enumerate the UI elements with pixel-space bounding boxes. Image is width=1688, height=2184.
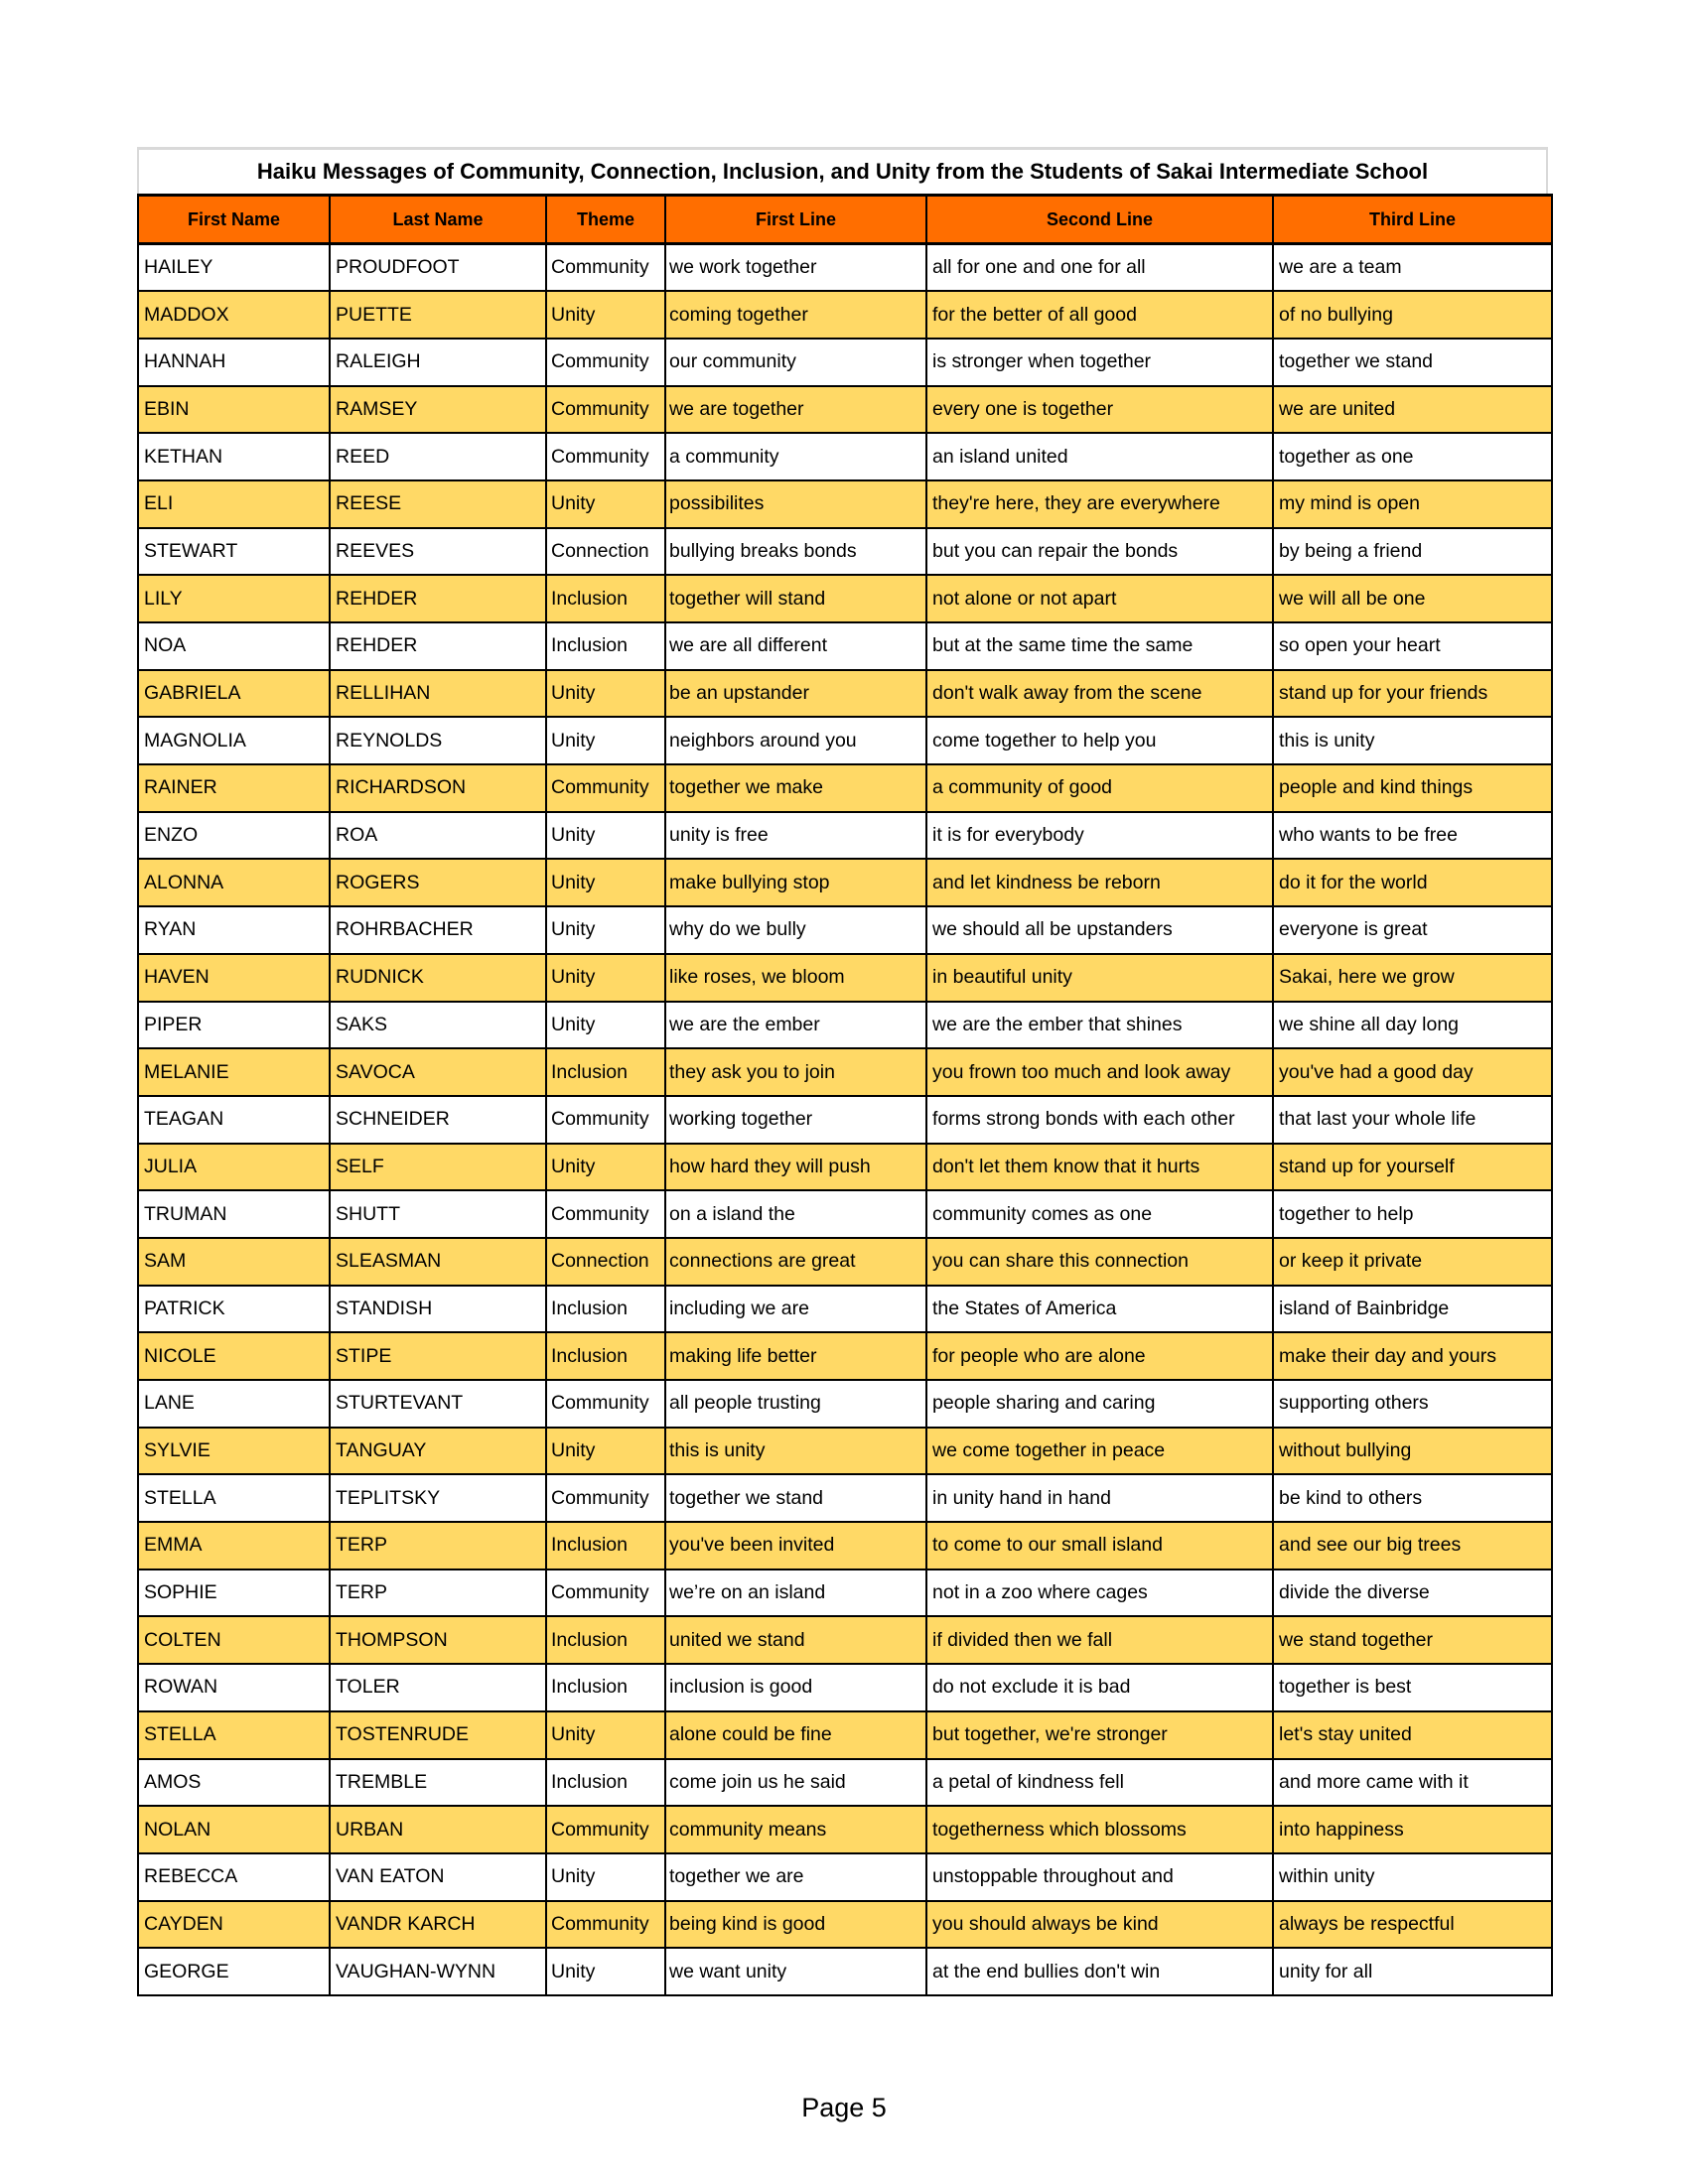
- second-line-cell: but together, we're stronger: [926, 1711, 1273, 1759]
- third-line-cell: within unity: [1273, 1853, 1552, 1901]
- third-line-cell: who wants to be free: [1273, 812, 1552, 860]
- first-name-cell: CAYDEN: [138, 1901, 330, 1949]
- last-name-cell: TOLER: [330, 1664, 546, 1711]
- first-line-cell: bullying breaks bonds: [665, 528, 926, 576]
- last-name-cell: STANDISH: [330, 1286, 546, 1333]
- first-name-cell: GABRIELA: [138, 670, 330, 718]
- first-name-cell: NOLAN: [138, 1806, 330, 1853]
- second-line-cell: is stronger when together: [926, 339, 1273, 386]
- first-line-cell: you've been invited: [665, 1522, 926, 1570]
- column-header-first-name: First Name: [138, 196, 330, 244]
- third-line-cell: together as one: [1273, 433, 1552, 480]
- column-header-last-name: Last Name: [330, 196, 546, 244]
- table-row: [138, 291, 1552, 339]
- last-name-cell: THOMPSON: [330, 1616, 546, 1664]
- table-body: [138, 244, 1552, 1995]
- first-name-cell: PIPER: [138, 1002, 330, 1049]
- table-row: [138, 1806, 1552, 1853]
- first-name-cell: MADDOX: [138, 291, 330, 339]
- first-name-cell: ELI: [138, 480, 330, 528]
- third-line-cell: we will all be one: [1273, 575, 1552, 622]
- first-line-cell: we’re on an island: [665, 1570, 926, 1617]
- first-line-cell: together we make: [665, 764, 926, 812]
- first-name-cell: STELLA: [138, 1711, 330, 1759]
- theme-cell: Unity: [546, 1711, 665, 1759]
- first-line-cell: we are the ember: [665, 1002, 926, 1049]
- theme-cell: Community: [546, 1380, 665, 1428]
- second-line-cell: do not exclude it is bad: [926, 1664, 1273, 1711]
- second-line-cell: come together to help you: [926, 717, 1273, 764]
- third-line-cell: make their day and yours: [1273, 1332, 1552, 1380]
- second-line-cell: an island united: [926, 433, 1273, 480]
- last-name-cell: ROGERS: [330, 859, 546, 906]
- table-row: [138, 717, 1552, 764]
- last-name-cell: REHDER: [330, 622, 546, 670]
- second-line-cell: a community of good: [926, 764, 1273, 812]
- table-row: [138, 954, 1552, 1002]
- third-line-cell: unity for all: [1273, 1948, 1552, 1995]
- first-name-cell: KETHAN: [138, 433, 330, 480]
- second-line-cell: in unity hand in hand: [926, 1474, 1273, 1522]
- first-line-cell: connections are great: [665, 1238, 926, 1286]
- last-name-cell: TERP: [330, 1570, 546, 1617]
- first-line-cell: our community: [665, 339, 926, 386]
- first-line-cell: come join us he said: [665, 1759, 926, 1807]
- third-line-cell: everyone is great: [1273, 906, 1552, 954]
- first-name-cell: REBECCA: [138, 1853, 330, 1901]
- header-row: [138, 196, 1552, 244]
- last-name-cell: VANDR KARCH: [330, 1901, 546, 1949]
- second-line-cell: and let kindness be reborn: [926, 859, 1273, 906]
- theme-cell: Inclusion: [546, 1048, 665, 1096]
- theme-cell: Community: [546, 433, 665, 480]
- third-line-cell: we shine all day long: [1273, 1002, 1552, 1049]
- theme-cell: Community: [546, 386, 665, 434]
- second-line-cell: people sharing and caring: [926, 1380, 1273, 1428]
- first-line-cell: on a island the: [665, 1190, 926, 1238]
- third-line-cell: stand up for your friends: [1273, 670, 1552, 718]
- theme-cell: Unity: [546, 1002, 665, 1049]
- last-name-cell: REESE: [330, 480, 546, 528]
- last-name-cell: PROUDFOOT: [330, 244, 546, 292]
- first-name-cell: HANNAH: [138, 339, 330, 386]
- second-line-cell: don't let them know that it hurts: [926, 1144, 1273, 1191]
- first-name-cell: RYAN: [138, 906, 330, 954]
- theme-cell: Community: [546, 244, 665, 292]
- theme-cell: Unity: [546, 717, 665, 764]
- table-row: [138, 622, 1552, 670]
- first-line-cell: coming together: [665, 291, 926, 339]
- first-line-cell: unity is free: [665, 812, 926, 860]
- first-name-cell: SOPHIE: [138, 1570, 330, 1617]
- first-name-cell: STELLA: [138, 1474, 330, 1522]
- last-name-cell: RELLIHAN: [330, 670, 546, 718]
- first-name-cell: TEAGAN: [138, 1096, 330, 1144]
- first-line-cell: being kind is good: [665, 1901, 926, 1949]
- theme-cell: Unity: [546, 859, 665, 906]
- first-name-cell: ROWAN: [138, 1664, 330, 1711]
- theme-cell: Connection: [546, 1238, 665, 1286]
- second-line-cell: not alone or not apart: [926, 575, 1273, 622]
- first-line-cell: like roses, we bloom: [665, 954, 926, 1002]
- column-header-first-line: First Line: [665, 196, 926, 244]
- third-line-cell: this is unity: [1273, 717, 1552, 764]
- second-line-cell: forms strong bonds with each other: [926, 1096, 1273, 1144]
- page-number: Page 5: [801, 2093, 887, 2122]
- second-line-cell: unstoppable throughout and: [926, 1853, 1273, 1901]
- table-row: [138, 1428, 1552, 1475]
- second-line-cell: the States of America: [926, 1286, 1273, 1333]
- second-line-cell: you should always be kind: [926, 1901, 1273, 1949]
- second-line-cell: you can share this connection: [926, 1238, 1273, 1286]
- second-line-cell: we come together in peace: [926, 1428, 1273, 1475]
- first-line-cell: all people trusting: [665, 1380, 926, 1428]
- theme-cell: Unity: [546, 906, 665, 954]
- first-name-cell: LANE: [138, 1380, 330, 1428]
- third-line-cell: of no bullying: [1273, 291, 1552, 339]
- theme-cell: Unity: [546, 480, 665, 528]
- third-line-cell: let's stay united: [1273, 1711, 1552, 1759]
- third-line-cell: my mind is open: [1273, 480, 1552, 528]
- first-line-cell: alone could be fine: [665, 1711, 926, 1759]
- table-row: [138, 1522, 1552, 1570]
- theme-cell: Unity: [546, 1144, 665, 1191]
- third-line-cell: we stand together: [1273, 1616, 1552, 1664]
- theme-cell: Community: [546, 1570, 665, 1617]
- theme-cell: Inclusion: [546, 622, 665, 670]
- second-line-cell: but you can repair the bonds: [926, 528, 1273, 576]
- third-line-cell: together is best: [1273, 1664, 1552, 1711]
- first-line-cell: inclusion is good: [665, 1664, 926, 1711]
- second-line-cell: it is for everybody: [926, 812, 1273, 860]
- first-line-cell: neighbors around you: [665, 717, 926, 764]
- last-name-cell: REEVES: [330, 528, 546, 576]
- table-row: [138, 1286, 1552, 1333]
- table-row: [138, 1664, 1552, 1711]
- table-row: [138, 1711, 1552, 1759]
- last-name-cell: SHUTT: [330, 1190, 546, 1238]
- third-line-cell: by being a friend: [1273, 528, 1552, 576]
- last-name-cell: VAUGHAN-WYNN: [330, 1948, 546, 1995]
- second-line-cell: we should all be upstanders: [926, 906, 1273, 954]
- third-line-cell: Sakai, here we grow: [1273, 954, 1552, 1002]
- table-row: [138, 528, 1552, 576]
- first-name-cell: HAILEY: [138, 244, 330, 292]
- first-name-cell: HAVEN: [138, 954, 330, 1002]
- second-line-cell: community comes as one: [926, 1190, 1273, 1238]
- table-row: [138, 1474, 1552, 1522]
- first-name-cell: JULIA: [138, 1144, 330, 1191]
- theme-cell: Inclusion: [546, 575, 665, 622]
- third-line-cell: or keep it private: [1273, 1238, 1552, 1286]
- first-name-cell: STEWART: [138, 528, 330, 576]
- second-line-cell: at the end bullies don't win: [926, 1948, 1273, 1995]
- theme-cell: Community: [546, 1901, 665, 1949]
- theme-cell: Unity: [546, 670, 665, 718]
- first-line-cell: united we stand: [665, 1616, 926, 1664]
- first-name-cell: SAM: [138, 1238, 330, 1286]
- table-title-box: [137, 147, 1548, 194]
- third-line-cell: together we stand: [1273, 339, 1552, 386]
- theme-cell: Inclusion: [546, 1664, 665, 1711]
- first-line-cell: community means: [665, 1806, 926, 1853]
- third-line-cell: and see our big trees: [1273, 1522, 1552, 1570]
- first-name-cell: EMMA: [138, 1522, 330, 1570]
- last-name-cell: PUETTE: [330, 291, 546, 339]
- last-name-cell: TERP: [330, 1522, 546, 1570]
- last-name-cell: VAN EATON: [330, 1853, 546, 1901]
- last-name-cell: RALEIGH: [330, 339, 546, 386]
- first-name-cell: AMOS: [138, 1759, 330, 1807]
- first-name-cell: NOA: [138, 622, 330, 670]
- table-row: [138, 339, 1552, 386]
- second-line-cell: if divided then we fall: [926, 1616, 1273, 1664]
- last-name-cell: ROA: [330, 812, 546, 860]
- last-name-cell: STURTEVANT: [330, 1380, 546, 1428]
- theme-cell: Inclusion: [546, 1616, 665, 1664]
- table-row: [138, 1048, 1552, 1096]
- theme-cell: Unity: [546, 1853, 665, 1901]
- theme-cell: Connection: [546, 528, 665, 576]
- table-row: [138, 1948, 1552, 1995]
- theme-cell: Community: [546, 764, 665, 812]
- second-line-cell: a petal of kindness fell: [926, 1759, 1273, 1807]
- third-line-cell: that last your whole life: [1273, 1096, 1552, 1144]
- column-header-second-line: Second Line: [926, 196, 1273, 244]
- last-name-cell: TANGUAY: [330, 1428, 546, 1475]
- third-line-cell: do it for the world: [1273, 859, 1552, 906]
- table-row: [138, 1759, 1552, 1807]
- second-line-cell: we are the ember that shines: [926, 1002, 1273, 1049]
- first-line-cell: together will stand: [665, 575, 926, 622]
- first-line-cell: we are together: [665, 386, 926, 434]
- first-name-cell: NICOLE: [138, 1332, 330, 1380]
- last-name-cell: SELF: [330, 1144, 546, 1191]
- third-line-cell: stand up for yourself: [1273, 1144, 1552, 1191]
- table-row: [138, 433, 1552, 480]
- first-line-cell: we are all different: [665, 622, 926, 670]
- last-name-cell: RAMSEY: [330, 386, 546, 434]
- theme-cell: Inclusion: [546, 1522, 665, 1570]
- third-line-cell: be kind to others: [1273, 1474, 1552, 1522]
- third-line-cell: island of Bainbridge: [1273, 1286, 1552, 1333]
- first-line-cell: how hard they will push: [665, 1144, 926, 1191]
- table-row: [138, 480, 1552, 528]
- theme-cell: Inclusion: [546, 1759, 665, 1807]
- last-name-cell: URBAN: [330, 1806, 546, 1853]
- first-name-cell: PATRICK: [138, 1286, 330, 1333]
- third-line-cell: together to help: [1273, 1190, 1552, 1238]
- third-line-cell: without bullying: [1273, 1428, 1552, 1475]
- table-row: [138, 386, 1552, 434]
- third-line-cell: into happiness: [1273, 1806, 1552, 1853]
- table-row: [138, 906, 1552, 954]
- third-line-cell: we are a team: [1273, 244, 1552, 292]
- theme-cell: Inclusion: [546, 1332, 665, 1380]
- second-line-cell: you frown too much and look away: [926, 1048, 1273, 1096]
- theme-cell: Unity: [546, 812, 665, 860]
- haiku-table: [137, 194, 1553, 1996]
- last-name-cell: REYNOLDS: [330, 717, 546, 764]
- first-name-cell: EBIN: [138, 386, 330, 434]
- second-line-cell: togetherness which blossoms: [926, 1806, 1273, 1853]
- table-row: [138, 1332, 1552, 1380]
- last-name-cell: REHDER: [330, 575, 546, 622]
- theme-cell: Community: [546, 1806, 665, 1853]
- third-line-cell: people and kind things: [1273, 764, 1552, 812]
- table-row: [138, 1096, 1552, 1144]
- first-line-cell: including we are: [665, 1286, 926, 1333]
- first-name-cell: RAINER: [138, 764, 330, 812]
- first-name-cell: MAGNOLIA: [138, 717, 330, 764]
- table-row: [138, 764, 1552, 812]
- first-name-cell: MELANIE: [138, 1048, 330, 1096]
- third-line-cell: always be respectful: [1273, 1901, 1552, 1949]
- theme-cell: Unity: [546, 291, 665, 339]
- second-line-cell: they're here, they are everywhere: [926, 480, 1273, 528]
- last-name-cell: REED: [330, 433, 546, 480]
- second-line-cell: not in a zoo where cages: [926, 1570, 1273, 1617]
- last-name-cell: RICHARDSON: [330, 764, 546, 812]
- table-row: [138, 1144, 1552, 1191]
- table-row: [138, 1616, 1552, 1664]
- second-line-cell: for people who are alone: [926, 1332, 1273, 1380]
- first-line-cell: this is unity: [665, 1428, 926, 1475]
- theme-cell: Community: [546, 1474, 665, 1522]
- table-row: [138, 1901, 1552, 1949]
- column-header-third-line: Third Line: [1273, 196, 1552, 244]
- first-line-cell: they ask you to join: [665, 1048, 926, 1096]
- theme-cell: Community: [546, 339, 665, 386]
- first-line-cell: make bullying stop: [665, 859, 926, 906]
- second-line-cell: in beautiful unity: [926, 954, 1273, 1002]
- last-name-cell: TEPLITSKY: [330, 1474, 546, 1522]
- theme-cell: Community: [546, 1096, 665, 1144]
- second-line-cell: don't walk away from the scene: [926, 670, 1273, 718]
- first-line-cell: be an upstander: [665, 670, 926, 718]
- theme-cell: Unity: [546, 954, 665, 1002]
- column-header-theme: Theme: [546, 196, 665, 244]
- last-name-cell: RUDNICK: [330, 954, 546, 1002]
- table-row: [138, 1380, 1552, 1428]
- table-row: [138, 575, 1552, 622]
- table-row: [138, 812, 1552, 860]
- last-name-cell: SAVOCA: [330, 1048, 546, 1096]
- table-row: [138, 244, 1552, 292]
- second-line-cell: to come to our small island: [926, 1522, 1273, 1570]
- table-row: [138, 1190, 1552, 1238]
- table-title: Haiku Messages of Community, Connection, Inclusion, and Unity from the Students of Sakai Intermediate School: [256, 159, 1429, 184]
- first-line-cell: possibilites: [665, 480, 926, 528]
- first-name-cell: GEORGE: [138, 1948, 330, 1995]
- first-name-cell: ENZO: [138, 812, 330, 860]
- second-line-cell: all for one and one for all: [926, 244, 1273, 292]
- last-name-cell: TOSTENRUDE: [330, 1711, 546, 1759]
- table-row: [138, 670, 1552, 718]
- table-row: [138, 859, 1552, 906]
- table-row: [138, 1570, 1552, 1617]
- first-name-cell: ALONNA: [138, 859, 330, 906]
- last-name-cell: SLEASMAN: [330, 1238, 546, 1286]
- last-name-cell: TREMBLE: [330, 1759, 546, 1807]
- table-row: [138, 1002, 1552, 1049]
- third-line-cell: and more came with it: [1273, 1759, 1552, 1807]
- first-name-cell: SYLVIE: [138, 1428, 330, 1475]
- theme-cell: Inclusion: [546, 1286, 665, 1333]
- first-line-cell: we want unity: [665, 1948, 926, 1995]
- first-line-cell: why do we bully: [665, 906, 926, 954]
- first-line-cell: making life better: [665, 1332, 926, 1380]
- third-line-cell: so open your heart: [1273, 622, 1552, 670]
- third-line-cell: you've had a good day: [1273, 1048, 1552, 1096]
- first-line-cell: we work together: [665, 244, 926, 292]
- table-row: [138, 1853, 1552, 1901]
- table-row: [138, 1238, 1552, 1286]
- third-line-cell: supporting others: [1273, 1380, 1552, 1428]
- last-name-cell: ROHRBACHER: [330, 906, 546, 954]
- first-line-cell: together we stand: [665, 1474, 926, 1522]
- first-line-cell: a community: [665, 433, 926, 480]
- third-line-cell: divide the diverse: [1273, 1570, 1552, 1617]
- last-name-cell: SAKS: [330, 1002, 546, 1049]
- second-line-cell: every one is together: [926, 386, 1273, 434]
- first-name-cell: TRUMAN: [138, 1190, 330, 1238]
- theme-cell: Unity: [546, 1948, 665, 1995]
- first-line-cell: together we are: [665, 1853, 926, 1901]
- third-line-cell: we are united: [1273, 386, 1552, 434]
- second-line-cell: for the better of all good: [926, 291, 1273, 339]
- first-name-cell: LILY: [138, 575, 330, 622]
- last-name-cell: SCHNEIDER: [330, 1096, 546, 1144]
- theme-cell: Community: [546, 1190, 665, 1238]
- first-name-cell: COLTEN: [138, 1616, 330, 1664]
- theme-cell: Unity: [546, 1428, 665, 1475]
- second-line-cell: but at the same time the same: [926, 622, 1273, 670]
- last-name-cell: STIPE: [330, 1332, 546, 1380]
- first-line-cell: working together: [665, 1096, 926, 1144]
